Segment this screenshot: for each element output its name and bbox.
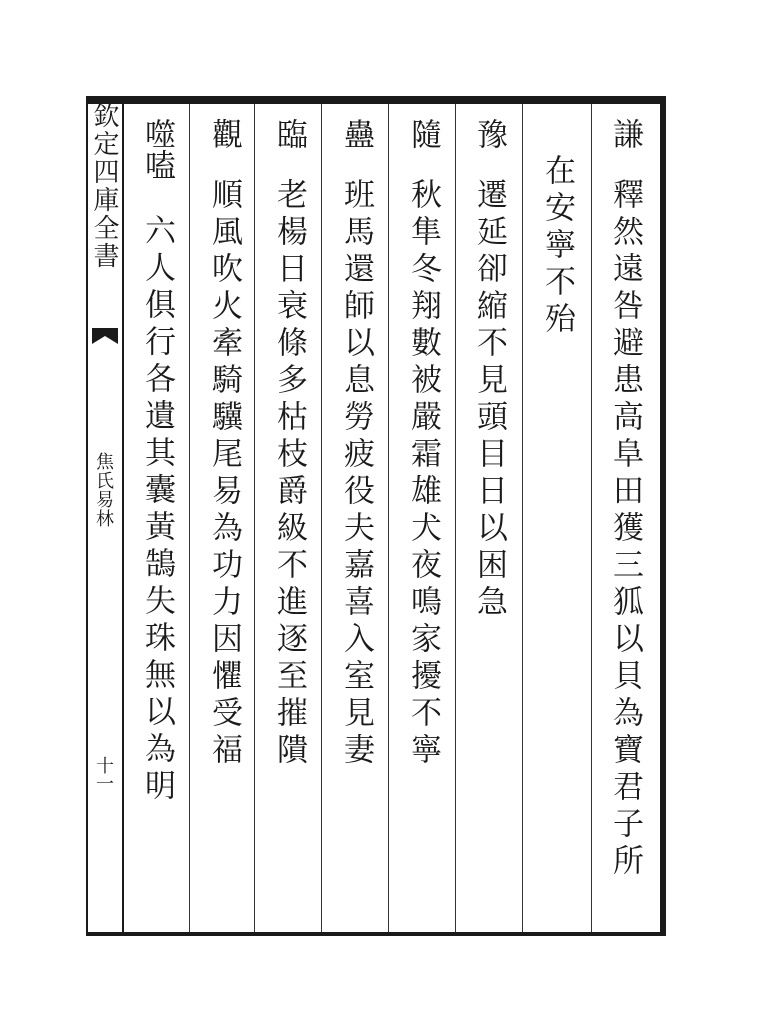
column-rule — [591, 104, 592, 932]
verse-text: 六人俱行各遺其囊黃鵠失珠無以為明 — [139, 214, 175, 806]
fish-tail-ornament-icon — [92, 328, 118, 344]
column-rule — [254, 104, 255, 932]
hexagram-heading: 噬嗑 — [139, 118, 175, 180]
hexagram-heading: 蠱 — [338, 118, 374, 149]
page-number: 十一 — [93, 756, 114, 792]
document-page — [86, 96, 666, 936]
column-rule — [321, 104, 322, 932]
verse-text: 老楊日衰條多枯枝爵級不進逐至摧隤 — [271, 178, 307, 770]
column-rule — [455, 104, 456, 932]
verse-text: 遷延卻縮不見頭目日以困急 — [471, 178, 507, 622]
hexagram-heading: 隨 — [405, 118, 441, 149]
verse-continuation: 在安寧不殆 — [539, 154, 575, 339]
hexagram-heading: 臨 — [271, 118, 307, 149]
column-rule — [522, 104, 523, 932]
hexagram-heading: 觀 — [206, 118, 242, 149]
right-border-rule — [660, 96, 666, 936]
column-rule — [189, 104, 190, 932]
series-title: 欽定四庫全書 — [89, 102, 119, 270]
verse-text: 順風吹火牽騎驥尾易為功力因懼受福 — [206, 178, 242, 770]
margin-divider — [122, 104, 124, 932]
verse-text: 秋隼冬翔數被嚴霜雄犬夜鳴家擾不寧 — [405, 178, 441, 770]
verse-text: 釋然遠咎避患高阜田獲三狐以貝為寶君子所 — [607, 178, 643, 881]
column-rule — [388, 104, 389, 932]
hexagram-heading: 謙 — [607, 118, 643, 149]
verse-text: 班馬還師以息勞疲役夫嘉喜入室見妻 — [338, 178, 374, 770]
hexagram-heading: 豫 — [471, 118, 507, 149]
book-title: 焦氏易林 — [93, 452, 114, 528]
top-border-rule — [86, 96, 666, 104]
bottom-border-rule — [86, 932, 666, 936]
